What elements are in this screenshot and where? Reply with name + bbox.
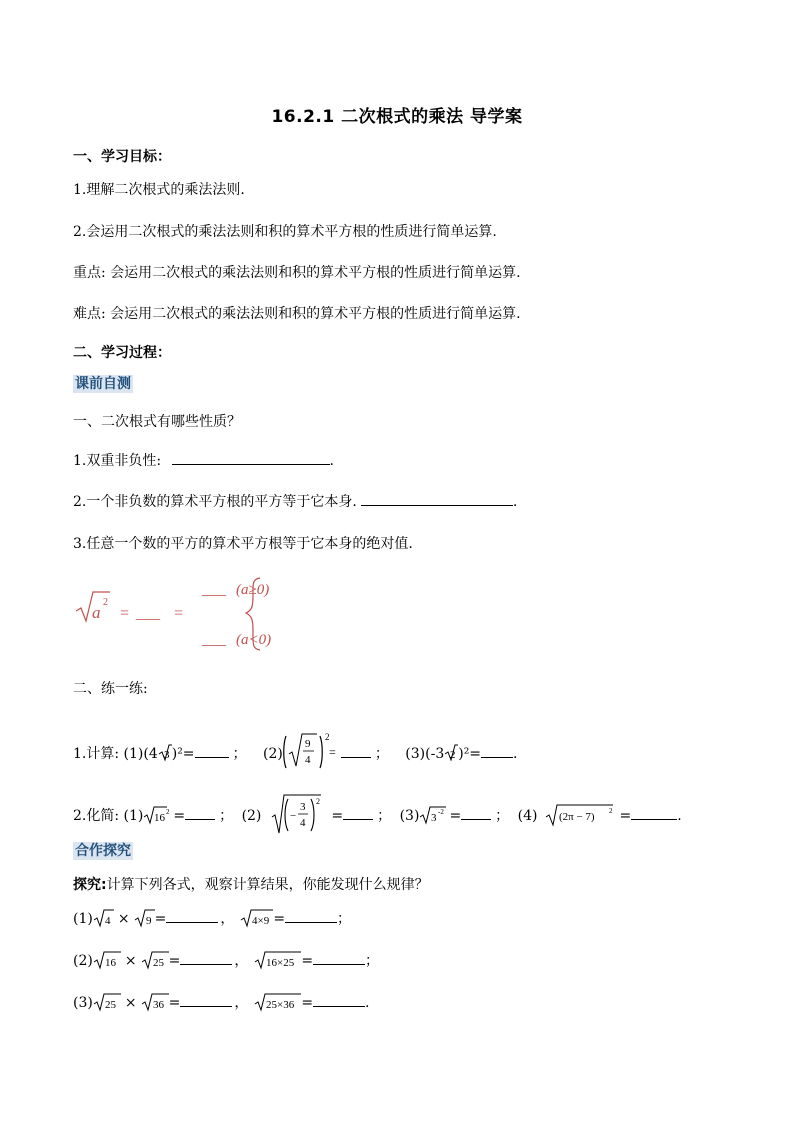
properties-question: 一、二次根式有哪些性质？ bbox=[73, 414, 241, 430]
equals: = bbox=[301, 953, 314, 969]
svg-text:2: 2 bbox=[324, 732, 330, 742]
equals: = bbox=[331, 808, 344, 824]
simplify-1: (1) bbox=[123, 808, 144, 824]
period: . bbox=[677, 808, 682, 824]
calc-label: 1.计算: bbox=[73, 746, 120, 762]
coop-label bbox=[73, 840, 133, 860]
calc-3: (3)(-3 bbox=[405, 746, 445, 762]
explore-text: 计算下列各式，观察计算结果，你能发现什么规律？ bbox=[106, 877, 429, 893]
separator: ， bbox=[234, 995, 249, 1011]
equals: = bbox=[301, 995, 314, 1011]
svg-text:=: = bbox=[328, 745, 336, 759]
row-end: ； bbox=[337, 911, 352, 927]
answer-blank[interactable] bbox=[461, 807, 491, 820]
svg-text:2: 2 bbox=[316, 797, 321, 806]
equals: = bbox=[154, 911, 167, 927]
exponent: 2 bbox=[103, 597, 108, 608]
calc-1-close: )²= bbox=[171, 746, 195, 762]
row-number: (2) bbox=[73, 953, 93, 969]
row-end: ； bbox=[365, 953, 380, 969]
separator: ； bbox=[219, 808, 234, 824]
svg-text:2: 2 bbox=[450, 749, 456, 761]
answer-blank[interactable] bbox=[185, 807, 215, 820]
pre-test-label bbox=[73, 373, 133, 393]
calc-2: (2) bbox=[263, 746, 283, 762]
property-3: 3.任意一个数的平方的算术平方根等于它本身的绝对值. bbox=[73, 536, 413, 552]
case1-condition: (a≥0) bbox=[236, 582, 270, 598]
answer-blank[interactable] bbox=[180, 952, 232, 965]
period: . bbox=[512, 494, 518, 510]
radical-sign-icon bbox=[254, 950, 301, 970]
answer-blank[interactable] bbox=[285, 910, 337, 923]
explore-row bbox=[73, 950, 379, 970]
answer-blank[interactable] bbox=[180, 994, 232, 1007]
equals-1: = bbox=[120, 605, 130, 622]
simplify-2: (2) bbox=[241, 808, 262, 824]
svg-text:36: 36 bbox=[152, 999, 164, 1011]
radical-3 bbox=[419, 805, 449, 825]
equals: = bbox=[173, 808, 186, 824]
explore-line bbox=[73, 874, 429, 894]
simplify-line bbox=[73, 793, 682, 835]
row-number: (3) bbox=[73, 995, 93, 1011]
period: . bbox=[513, 746, 518, 762]
svg-text:9: 9 bbox=[304, 738, 311, 750]
simplify-label: 2.化简: bbox=[73, 808, 120, 824]
radical-sign-icon bbox=[240, 908, 273, 928]
radical-sign-icon bbox=[254, 992, 301, 1012]
svg-text:2: 2 bbox=[166, 808, 170, 816]
radical-sign-icon bbox=[93, 908, 114, 928]
case2-condition: (a<0) bbox=[236, 632, 272, 648]
svg-text:4×9: 4×9 bbox=[252, 915, 270, 927]
property-2 bbox=[73, 491, 517, 511]
pre-test-highlight: 课前自测 bbox=[75, 376, 131, 392]
radical-fraction bbox=[271, 793, 331, 835]
svg-text:3: 3 bbox=[300, 801, 306, 813]
property-1-text: 1.双重非负性: bbox=[73, 453, 162, 469]
separator: ； bbox=[232, 746, 247, 762]
answer-blank[interactable] bbox=[313, 994, 365, 1007]
period: . bbox=[329, 453, 334, 469]
equals: = bbox=[168, 953, 181, 969]
property-2-text: 2.一个非负数的算术平方根的平方等于它本身. bbox=[73, 494, 357, 510]
process-heading: 二、学习过程： bbox=[73, 345, 171, 361]
objective-item-1: 1.理解二次根式的乘法法则. bbox=[73, 182, 245, 198]
equals: = bbox=[619, 808, 632, 824]
radical-sign-icon bbox=[444, 744, 458, 762]
separator: ， bbox=[234, 953, 249, 969]
answer-blank[interactable] bbox=[343, 807, 373, 820]
fraction-radical bbox=[283, 732, 341, 772]
equals-2: = bbox=[174, 605, 184, 622]
svg-text:25: 25 bbox=[104, 999, 116, 1011]
separator: ； bbox=[377, 808, 392, 824]
formula-blank: ___ bbox=[136, 605, 160, 622]
answer-blank[interactable] bbox=[631, 807, 677, 820]
separator: ； bbox=[495, 808, 510, 824]
svg-text:4: 4 bbox=[104, 915, 111, 927]
svg-text:16×25: 16×25 bbox=[266, 957, 295, 969]
svg-text:16: 16 bbox=[154, 812, 166, 824]
times-sign: × bbox=[117, 911, 130, 927]
svg-text:2: 2 bbox=[609, 807, 613, 815]
equals: = bbox=[449, 808, 462, 824]
radical-sign-icon bbox=[141, 992, 169, 1012]
radical-sign-icon bbox=[134, 908, 155, 928]
svg-text:16: 16 bbox=[104, 957, 116, 969]
difficulty-point: 难点: 会运用二次根式的乘法法则和积的算术平方根的性质进行简单运算. bbox=[73, 306, 521, 322]
answer-blank[interactable] bbox=[341, 745, 371, 758]
simplify-3: (3) bbox=[399, 808, 420, 824]
property-1 bbox=[73, 450, 334, 470]
svg-text:3: 3 bbox=[431, 812, 437, 824]
row-end: . bbox=[365, 995, 370, 1011]
equals: = bbox=[273, 911, 286, 927]
separator: ； bbox=[374, 746, 389, 762]
calc-1: (1)(4 bbox=[123, 746, 158, 762]
piecewise-formula bbox=[72, 575, 302, 657]
radical-sign-icon bbox=[93, 992, 121, 1012]
case2-blank: ___ bbox=[202, 631, 226, 648]
answer-blank[interactable] bbox=[361, 493, 513, 506]
key-point: 重点: 会运用二次根式的乘法法则和积的算术平方根的性质进行简单运算. bbox=[73, 265, 521, 281]
explore-row bbox=[73, 992, 370, 1012]
variable-a: a bbox=[92, 603, 101, 622]
answer-blank[interactable] bbox=[195, 745, 229, 758]
radical-2pi-7 bbox=[545, 803, 619, 827]
calc-line bbox=[73, 732, 518, 772]
radical-sign-icon bbox=[93, 950, 121, 970]
equals: = bbox=[168, 995, 181, 1011]
case1-blank: ___ bbox=[202, 581, 226, 598]
svg-text:−: − bbox=[290, 810, 297, 822]
radical-sign-icon bbox=[141, 950, 169, 970]
objectives-heading: 一、学习目标： bbox=[73, 149, 171, 165]
page-title: 16.2.1 二次根式的乘法 导学案 bbox=[271, 107, 523, 127]
answer-blank[interactable] bbox=[313, 952, 365, 965]
svg-text:3: 3 bbox=[163, 749, 170, 761]
answer-blank[interactable] bbox=[172, 452, 330, 465]
calc-3-close: )²= bbox=[458, 746, 482, 762]
radical-sign-icon bbox=[158, 744, 172, 762]
answer-blank[interactable] bbox=[166, 910, 218, 923]
explore-row bbox=[73, 908, 351, 928]
svg-text:25: 25 bbox=[152, 957, 164, 969]
times-sign: × bbox=[124, 953, 137, 969]
svg-text:4: 4 bbox=[304, 754, 311, 766]
separator: ， bbox=[220, 911, 235, 927]
svg-text:-2: -2 bbox=[438, 808, 445, 816]
svg-text:25×36: 25×36 bbox=[266, 999, 295, 1011]
svg-text:4: 4 bbox=[300, 817, 306, 829]
coop-highlight: 合作探究 bbox=[75, 843, 131, 859]
svg-text:(2π − 7): (2π − 7) bbox=[559, 811, 596, 823]
answer-blank[interactable] bbox=[481, 745, 513, 758]
radical-16 bbox=[143, 805, 173, 825]
svg-text:9: 9 bbox=[145, 915, 152, 927]
practice-heading: 二、练一练: bbox=[73, 681, 148, 697]
explore-label: 探究: bbox=[73, 877, 107, 893]
times-sign: × bbox=[124, 995, 137, 1011]
objective-item-2: 2.会运用二次根式的乘法法则和积的算术平方根的性质进行简单运算. bbox=[73, 224, 497, 240]
row-number: (1) bbox=[73, 911, 93, 927]
simplify-4: (4) bbox=[517, 808, 538, 824]
